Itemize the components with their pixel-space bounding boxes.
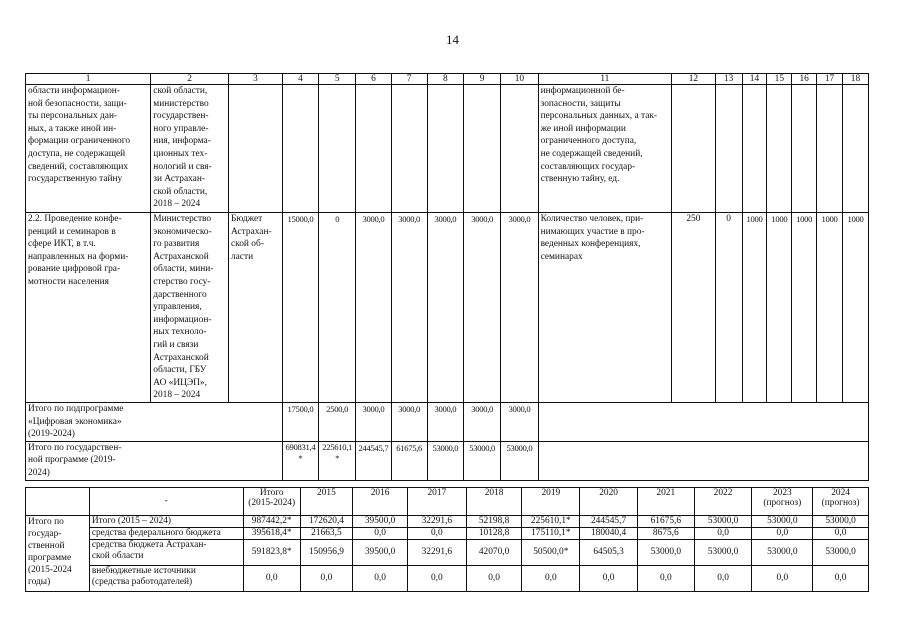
- funding-year-value: 3000,0: [391, 213, 427, 403]
- subprogram-year-value: 3000,0: [391, 403, 427, 442]
- summary-value: 591823,8*: [243, 540, 300, 566]
- col-header: 5: [319, 74, 356, 85]
- summary-value: 175110,1*: [522, 528, 580, 540]
- col-header: 18: [842, 74, 868, 85]
- program-group-label: Итого по государ- ственной программе (2015-2024 годы): [26, 516, 90, 592]
- indicator-year-value: 1000: [792, 213, 817, 403]
- col-header: 11: [538, 74, 672, 85]
- summary-col-header: 2023 (прогноз): [752, 488, 813, 516]
- responsible-executor: Министерство экономическо- го развития Астраханской области, мини- стерство госу- дарственного управления, информацион- ных техноло- гий и связи Астраханской области, ГБУ АО «ИЦЭП», 2018 – 2024: [151, 213, 229, 403]
- funding-year-value: 3000,0: [427, 213, 463, 403]
- summary-value: 180040,4: [580, 528, 638, 540]
- summary-value: 50500,0*: [522, 540, 580, 566]
- summary-value: 0,0: [694, 528, 752, 540]
- summary-col-header: 2022: [694, 488, 752, 516]
- summary-col-header: 2021: [637, 488, 694, 516]
- funding-source: [228, 85, 282, 213]
- summary-col-header: 2018: [466, 488, 522, 516]
- col-header: 7: [391, 74, 427, 85]
- summary-value: 244545,7: [580, 516, 638, 528]
- funding-year-value: 0: [319, 213, 356, 403]
- summary-value: 53000,0: [813, 540, 869, 566]
- summary-row-label: внебюджетные источники (средства работодателей): [89, 566, 243, 592]
- program-total-row: [26, 441, 869, 480]
- summary-col-header: 2016: [353, 488, 408, 516]
- col-header: 1: [26, 74, 151, 85]
- program-total-label: Итого по государствен- ной программе (2019- 2024): [26, 441, 283, 480]
- funding-summary-table: [25, 487, 869, 592]
- summary-col-header: 2020: [580, 488, 638, 516]
- col-header: 13: [715, 74, 742, 85]
- col-header: 16: [792, 74, 817, 85]
- indicator-year-value: 1000: [767, 213, 792, 403]
- summary-value: 0,0: [407, 528, 466, 540]
- program-total-value: 690831,4 *: [282, 441, 318, 480]
- indicator-year-value: 1000: [742, 213, 767, 403]
- summary-value: 0,0: [243, 566, 300, 592]
- funding-year-value: 3000,0: [464, 213, 501, 403]
- funding-total: 15000,0: [282, 213, 318, 403]
- col-header: 15: [767, 74, 792, 85]
- summary-value: 64505,3: [580, 540, 638, 566]
- col-header: 17: [817, 74, 843, 85]
- summary-value: 0,0: [694, 566, 752, 592]
- summary-value: 21663,5: [300, 528, 353, 540]
- summary-value: 53000,0: [752, 516, 813, 528]
- summary-value: 0,0: [353, 566, 408, 592]
- summary-value: 52198,8: [466, 516, 522, 528]
- subprogram-total-value: 17500,0: [282, 403, 318, 442]
- summary-value: 8675,6: [637, 528, 694, 540]
- indicator-name: информационной бе- зопасности, защиты персональных данных, а так- же иной информации ограниченного доступа, не содержащей сведений, составляющих государ- ственную тайну, ед.: [538, 85, 672, 213]
- activity-row-2-2: [26, 213, 869, 403]
- col-header: 10: [501, 74, 538, 85]
- indicator-year-value: 0: [715, 213, 742, 403]
- program-year-value: 225610,1 *: [319, 441, 356, 480]
- summary-value: 0,0: [813, 566, 869, 592]
- subprogram-total-row: [26, 403, 869, 442]
- summary-value: 150956,9: [300, 540, 353, 566]
- indicator-total: 250: [672, 213, 715, 403]
- summary-value: 0,0: [752, 528, 813, 540]
- summary-value: 0,0: [300, 566, 353, 592]
- continued-activity-row: [26, 85, 869, 213]
- col-header: 3: [228, 74, 282, 85]
- summary-value: 39500,0: [353, 516, 408, 528]
- funding-source: Бюджет Астрахан- ской об- ласти: [228, 213, 282, 403]
- subprogram-year-value: 3000,0: [464, 403, 501, 442]
- program-activities-table: [25, 73, 869, 481]
- summary-value: 32291,6: [407, 516, 466, 528]
- subprogram-year-value: 3000,0: [427, 403, 463, 442]
- summary-header-row: [26, 488, 869, 516]
- summary-row-extrabudgetary: [26, 566, 869, 592]
- subprogram-total-label: Итого по подпрограмме «Цифровая экономика» (2019-2024): [26, 403, 283, 442]
- summary-value: 53000,0: [637, 540, 694, 566]
- summary-value: 0,0: [353, 528, 408, 540]
- summary-value: 32291,6: [407, 540, 466, 566]
- summary-value: 0,0: [752, 566, 813, 592]
- program-year-value: 244545,7: [356, 441, 391, 480]
- summary-value: 39500,0: [353, 540, 408, 566]
- summary-row-total: [26, 516, 869, 528]
- subprogram-year-value: 3000,0: [356, 403, 391, 442]
- col-header: 8: [427, 74, 463, 85]
- indicator-year-value: 1000: [817, 213, 843, 403]
- summary-value: 10128,8: [466, 528, 522, 540]
- activity-name: области информацион- ной безопасности, защи- ты персональных дан- ных, а также иной ин- формации ограниченного доступа, не содержащей сведений, составляющих государственную тайну: [26, 85, 151, 213]
- summary-value: 987442,2*: [243, 516, 300, 528]
- summary-value: 42070,0: [466, 540, 522, 566]
- activity-name: 2.2. Проведение конфе- ренций и семинаров в сфере ИКТ, в т.ч. направленных на форми- рование цифровой гра- мотности населения: [26, 213, 151, 403]
- responsible-executor: ской области, министерство государствен- ного управле- ния, информа- ционных тех- нологий и свя- зи Астрахан- ской области, 2018 – 2024: [151, 85, 229, 213]
- summary-value: 172620,4: [300, 516, 353, 528]
- funding-year-value: 3000,0: [501, 213, 538, 403]
- col-header: 2: [151, 74, 229, 85]
- summary-row-federal: [26, 528, 869, 540]
- column-number-row: [26, 74, 869, 85]
- subprogram-year-value: 2500,0: [319, 403, 356, 442]
- program-year-value: 53000,0: [464, 441, 501, 480]
- col-header: 4: [282, 74, 318, 85]
- indicator-name: Количество человек, при- нимающих участие в про- веденных конференциях, семинарах: [538, 213, 672, 403]
- col-header: 6: [356, 74, 391, 85]
- program-year-value: 53000,0: [427, 441, 463, 480]
- summary-row-regional: [26, 540, 869, 566]
- summary-value: 0,0: [580, 566, 638, 592]
- page-number: 14: [446, 32, 459, 47]
- summary-value: 0,0: [637, 566, 694, 592]
- col-header: 9: [464, 74, 501, 85]
- summary-value: 53000,0: [694, 516, 752, 528]
- summary-value: 0,0: [813, 528, 869, 540]
- program-year-value: 53000,0: [501, 441, 538, 480]
- summary-value: 0,0: [466, 566, 522, 592]
- funding-year-value: 3000,0: [356, 213, 391, 403]
- summary-col-header: 2024 (прогноз): [813, 488, 869, 516]
- summary-value: 0,0: [407, 566, 466, 592]
- summary-row-label: средства федерального бюджета: [89, 528, 243, 540]
- summary-value: 225610,1*: [522, 516, 580, 528]
- summary-value: 53000,0: [813, 516, 869, 528]
- summary-value: 53000,0: [752, 540, 813, 566]
- indicator-year-value: 1000: [842, 213, 868, 403]
- summary-value: 0,0: [522, 566, 580, 592]
- summary-col-header: Итого (2015-2024): [243, 488, 300, 516]
- summary-value: 53000,0: [694, 540, 752, 566]
- subprogram-year-value: 3000,0: [501, 403, 538, 442]
- summary-row-label: Итого (2015 – 2024): [89, 516, 243, 528]
- summary-col-header: 2019: [522, 488, 580, 516]
- program-year-value: 61675,6: [391, 441, 427, 480]
- summary-row-label: средства бюджета Астрахан- ской области: [89, 540, 243, 566]
- dash-mark: -: [89, 488, 243, 516]
- col-header: 12: [672, 74, 715, 85]
- summary-col-header: 2017: [407, 488, 466, 516]
- summary-value: 61675,6: [637, 516, 694, 528]
- summary-col-header: 2015: [300, 488, 353, 516]
- summary-value: 395618,4*: [243, 528, 300, 540]
- col-header: 14: [742, 74, 767, 85]
